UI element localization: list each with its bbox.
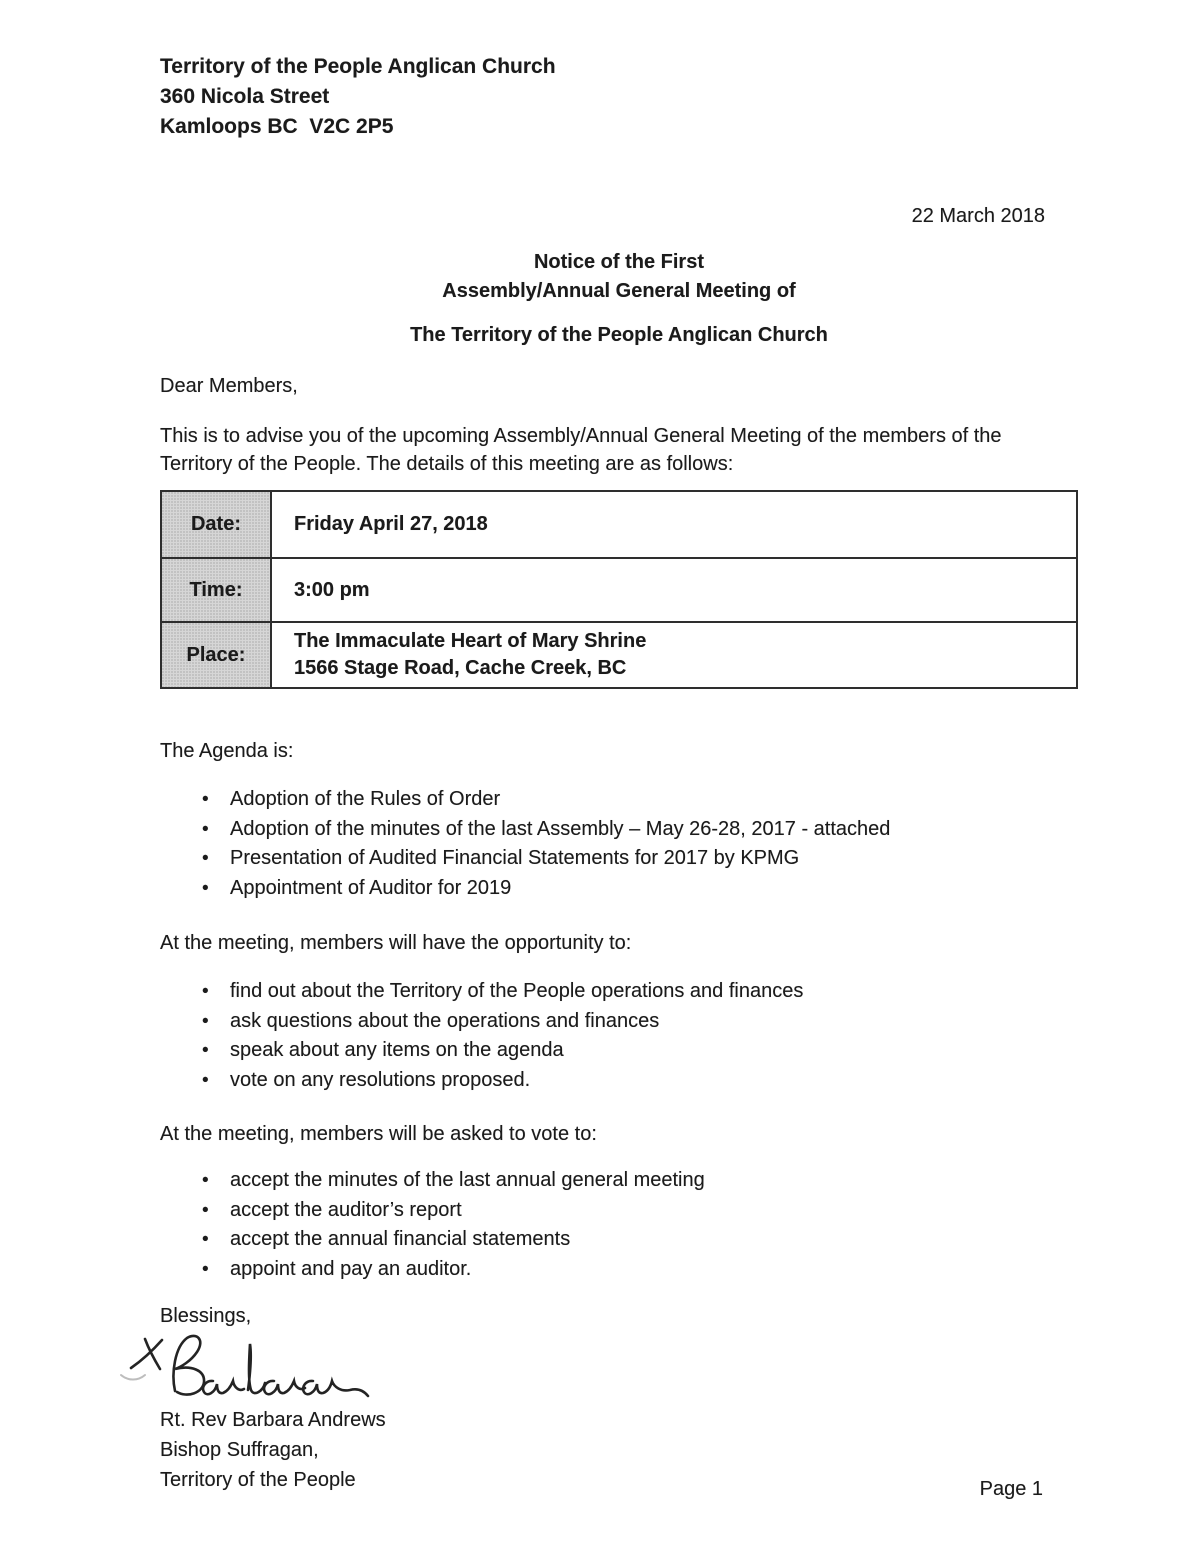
- vote-item: • accept the auditor’s report: [200, 1196, 1078, 1226]
- vote-item: • accept the annual financial statements: [200, 1225, 1078, 1255]
- table-row-place: [161, 622, 1077, 688]
- agenda-item: • Adoption of the minutes of the last Assembly – May 26-28, 2017 - attached: [200, 815, 1078, 845]
- sender-block: [160, 52, 1078, 142]
- date-label-cell: Date:: [161, 491, 271, 558]
- sender-line-org: Territory of the People Anglican Church: [160, 55, 556, 78]
- place-value-line-1: The Immaculate Heart of Mary Shrine: [294, 630, 647, 652]
- date-value: Friday April 27, 2018: [294, 513, 488, 535]
- vote-item: • accept the minutes of the last annual general meeting: [200, 1166, 1078, 1196]
- title-line-1: Notice of the First: [533, 251, 704, 273]
- letter-date: 22 March 2018: [911, 205, 1045, 227]
- agenda-item: • Presentation of Audited Financial Statements for 2017 by KPMG: [200, 844, 1078, 874]
- agenda-heading: The Agenda is:: [160, 740, 294, 762]
- signoff-name: Rt. Rev Barbara Andrews: [160, 1409, 386, 1431]
- signoff-block: [160, 1405, 1078, 1495]
- opportunity-heading: At the meeting, members will have the opportunity to:: [160, 932, 632, 954]
- place-value-cell: [271, 622, 1077, 688]
- page-number: Page 1: [979, 1478, 1043, 1500]
- sender-line-city: Kamloops BC V2C 2P5: [160, 115, 394, 138]
- salutation: Dear Members,: [160, 375, 298, 397]
- handwritten-signature: [118, 1331, 370, 1403]
- agenda-list: [200, 785, 1078, 903]
- meeting-details-table: [160, 490, 1078, 689]
- date-value-cell: [271, 491, 1077, 558]
- signature-cross-stroke: [131, 1339, 162, 1369]
- intro-paragraph: This is to advise you of the upcoming Assembly/Annual General Meeting of the members of the Territory of the People. The details of this meeting are as follows:: [160, 425, 1002, 475]
- opportunity-item: • vote on any resolutions proposed.: [200, 1066, 1078, 1096]
- vote-list: [200, 1166, 1078, 1284]
- agenda-item: • Adoption of the Rules of Order: [200, 785, 1078, 815]
- agenda-item: • Appointment of Auditor for 2019: [200, 874, 1078, 904]
- time-value: 3:00 pm: [294, 578, 370, 601]
- signature-flourish-stroke: [121, 1375, 145, 1380]
- title-line-2: Assembly/Annual General Meeting of: [442, 280, 796, 302]
- signoff-org: Territory of the People: [160, 1469, 356, 1491]
- opportunity-item: • find out about the Territory of the People operations and finances: [200, 977, 1078, 1007]
- opportunity-list: [200, 977, 1078, 1095]
- opportunity-item: • speak about any items on the agenda: [200, 1036, 1078, 1066]
- title-line-3: The Territory of the People Anglican Church: [410, 324, 828, 346]
- time-value-cell: [271, 558, 1077, 622]
- opportunity-item: • ask questions about the operations and finances: [200, 1007, 1078, 1037]
- signature-name-stroke: [174, 1336, 369, 1396]
- vote-heading: At the meeting, members will be asked to vote to:: [160, 1123, 597, 1145]
- table-row-time: [161, 558, 1077, 622]
- place-label-cell: Place:: [161, 622, 271, 688]
- vote-item: • appoint and pay an auditor.: [200, 1255, 1078, 1285]
- title-block: [160, 248, 1078, 306]
- table-row-date: [161, 491, 1077, 558]
- time-label-cell: Time:: [161, 558, 271, 622]
- closing-word: Blessings,: [160, 1305, 252, 1327]
- place-value-line-2: 1566 Stage Road, Cache Creek, BC: [294, 657, 627, 679]
- sender-line-street: 360 Nicola Street: [160, 85, 330, 108]
- signoff-title: Bishop Suffragan,: [160, 1439, 319, 1461]
